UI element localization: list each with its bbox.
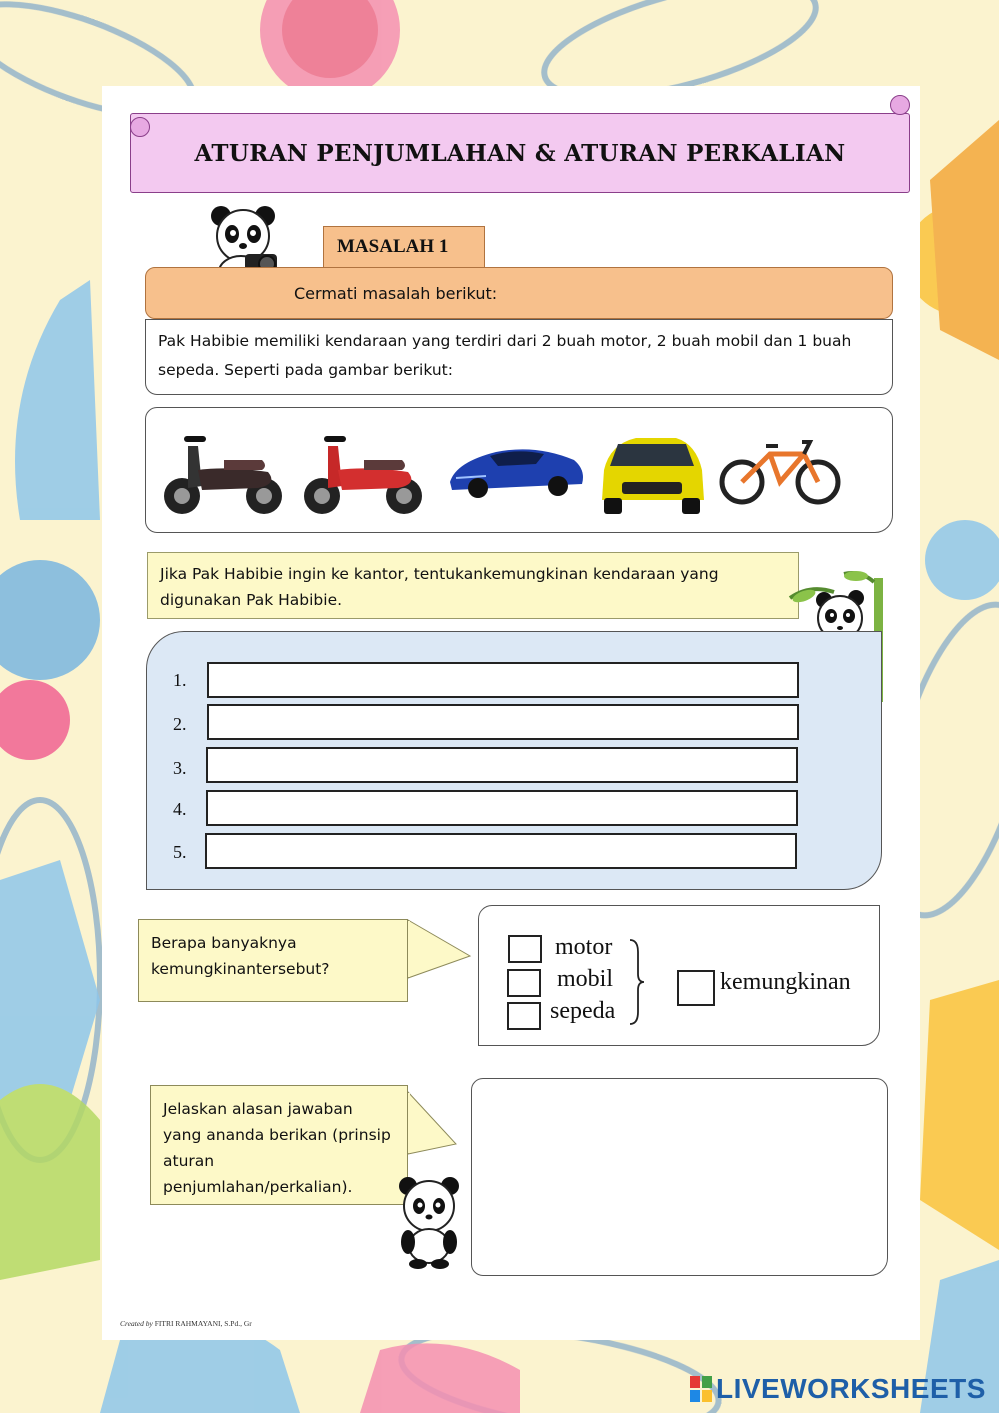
- answer-number: 3.: [173, 758, 187, 778]
- scroll-curl-left: [130, 117, 150, 137]
- panda-standing-icon: [396, 1176, 462, 1270]
- total-possibilities-input[interactable]: [677, 970, 715, 1006]
- possibilities-label: kemungkinan: [720, 969, 851, 995]
- answer-number: 5.: [173, 842, 187, 862]
- motor-label: motor: [555, 934, 613, 960]
- instruction-text: Cermati masalah berikut:: [294, 283, 498, 303]
- title-banner: [130, 113, 910, 193]
- liveworksheets-logo-icon: [690, 1376, 712, 1402]
- creator-credit: [120, 1319, 252, 1328]
- answer-number: 4.: [173, 799, 187, 819]
- blue-sports-car-image: [446, 438, 588, 500]
- credit-author: FITRI RAHMAYANI, S.Pd., Gr: [154, 1319, 252, 1328]
- mobil-label: mobil: [557, 966, 614, 992]
- answer-input-4[interactable]: [206, 790, 798, 826]
- problem-tab: MASALAH 1: [323, 226, 485, 268]
- problem-text: Pak Habibie memiliki kendaraan yang terdiri dari 2 buah motor, 2 buah mobil dan 1 buah sepeda. Seperti pada gambar berikut:: [158, 332, 852, 379]
- question-vehicle-text: Jika Pak Habibie ingin ke kantor, tentukankemungkinan kendaraan yang digunakan Pak Habibie.: [160, 565, 719, 609]
- callout-pointer: [400, 918, 474, 1004]
- answer-number: 1.: [173, 670, 187, 690]
- instruction-bar: [145, 267, 893, 319]
- credit-prefix: Created by: [120, 1319, 153, 1328]
- motor-count-input[interactable]: [508, 935, 542, 963]
- sepeda-count-input[interactable]: [507, 1002, 541, 1030]
- answer-number: 2.: [173, 714, 187, 734]
- question-count-text: Berapa banyaknya kemungkinantersebut?: [151, 934, 330, 978]
- question-explain-callout: [150, 1085, 408, 1205]
- sepeda-label: sepeda: [550, 998, 616, 1024]
- answer-input-3[interactable]: [206, 747, 798, 783]
- scroll-curl-right: [890, 95, 910, 115]
- answer-input-5[interactable]: [205, 833, 797, 869]
- question-count-callout: [138, 919, 408, 1002]
- liveworksheets-logo: [690, 1372, 986, 1406]
- liveworksheets-logo-text: LIVEWORKSHEETS: [716, 1373, 986, 1404]
- mobil-count-input[interactable]: [507, 969, 541, 997]
- answer-input-2[interactable]: [207, 704, 799, 740]
- callout-pointer: [402, 1090, 460, 1160]
- question-vehicle-options: [147, 552, 799, 619]
- vehicle-images-box: [145, 407, 893, 533]
- explanation-textarea[interactable]: [471, 1078, 888, 1276]
- yellow-car-image: [596, 430, 708, 518]
- problem-text-box: [145, 319, 893, 395]
- bicycle-image: [718, 432, 842, 506]
- answer-input-1[interactable]: [207, 662, 799, 698]
- black-motorcycle-image: [158, 426, 290, 518]
- red-motorcycle-image: [298, 426, 430, 518]
- curly-brace-icon: [628, 938, 646, 1026]
- question-explain-text: Jelaskan alasan jawaban yang ananda berikan (prinsip aturan penjumlahan/perkalian).: [163, 1100, 391, 1196]
- page-title: ATURAN PENJUMLAHAN & ATURAN PERKALIAN: [194, 139, 846, 167]
